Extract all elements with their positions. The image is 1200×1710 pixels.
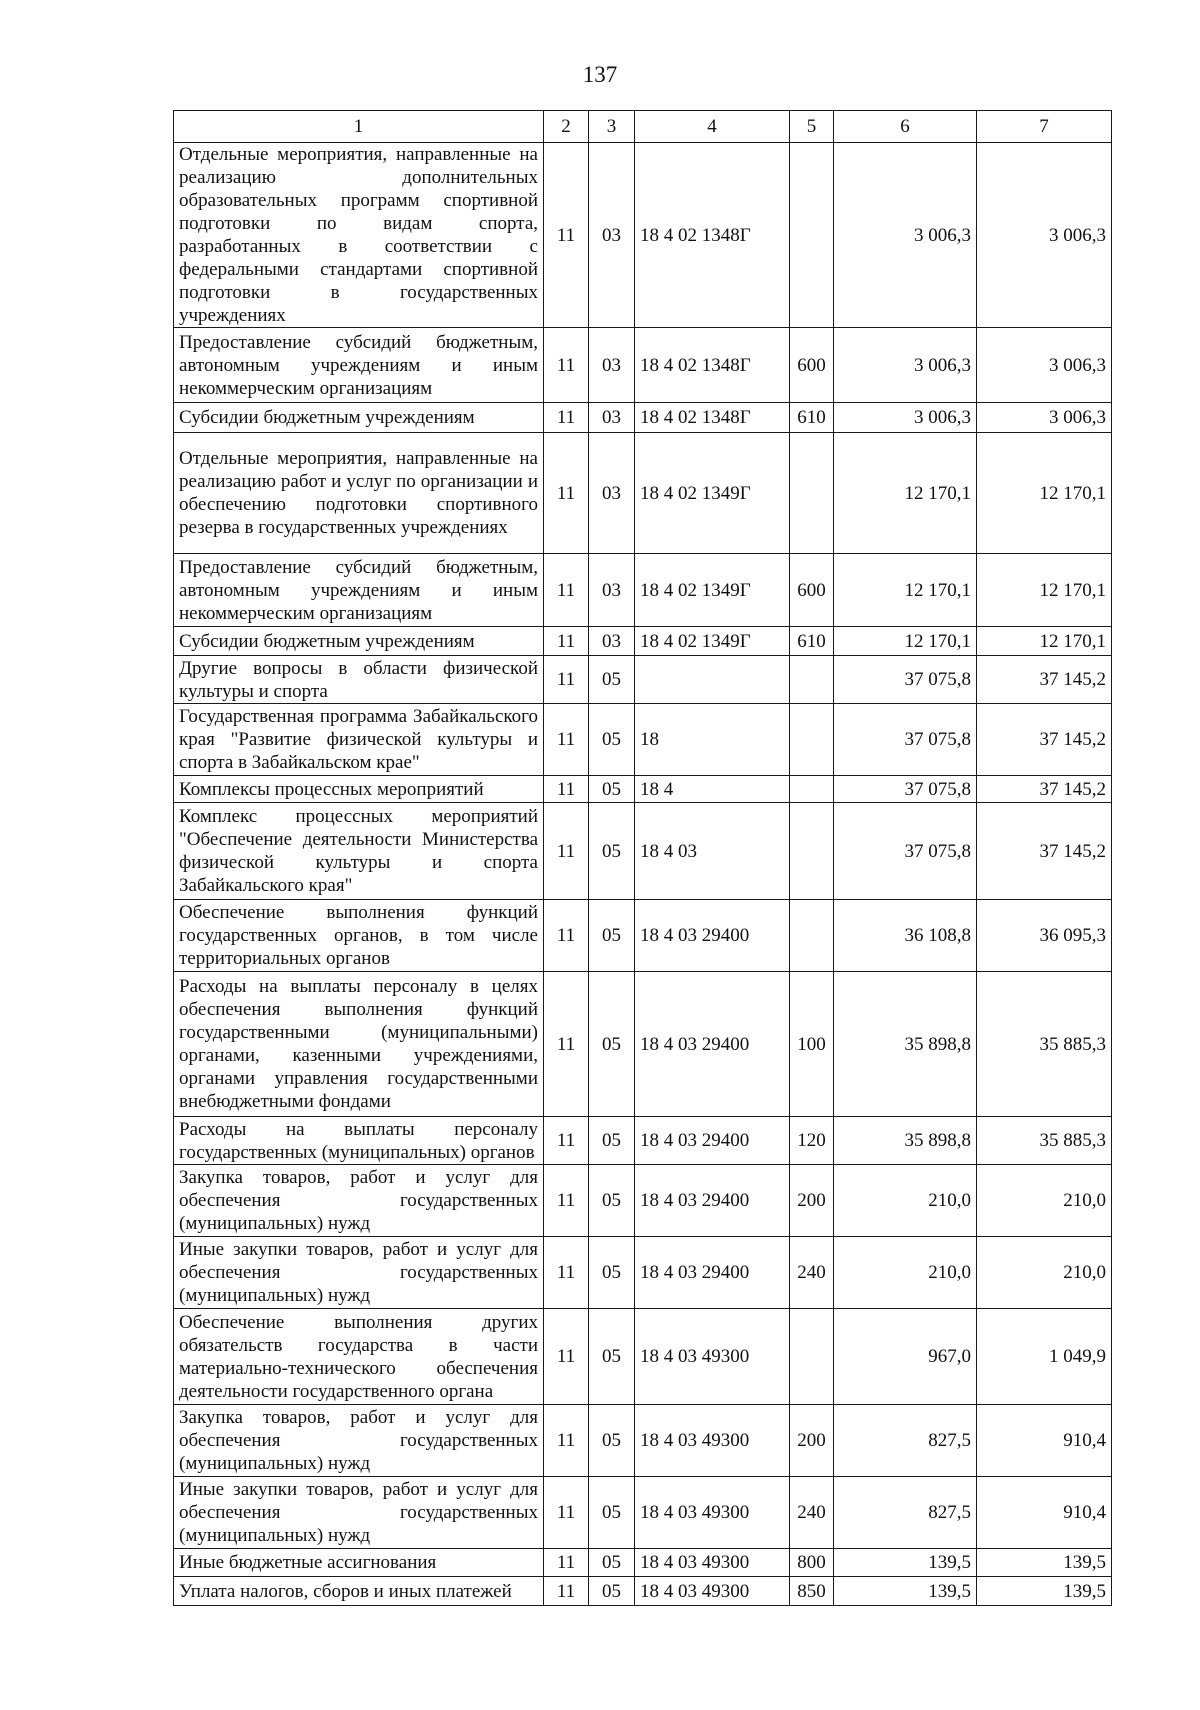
value-cell-2: 11 [544,803,589,900]
value-cell-4 [635,656,790,704]
value-cell-3: 05 [589,1237,635,1309]
value-cell-7: 910,4 [977,1477,1112,1549]
value-cell-7: 37 145,2 [977,803,1112,900]
value-cell-5 [790,776,834,803]
row-name-cell: Иные бюджетные ассигнования [174,1549,544,1577]
value-cell-5: 610 [790,627,834,656]
value-cell-4: 18 4 03 29400 [635,1237,790,1309]
value-cell-7: 3 006,3 [977,403,1112,433]
value-cell-2: 11 [544,972,589,1117]
value-cell-3: 05 [589,1309,635,1405]
row-name-cell: Субсидии бюджетным учреждениям [174,627,544,656]
value-cell-2: 11 [544,776,589,803]
column-header: 7 [977,111,1112,143]
value-cell-3: 05 [589,900,635,972]
value-cell-3: 03 [589,328,635,403]
row-name-cell: Другие вопросы в области физической культуры и спорта [174,656,544,704]
table-row [174,972,1112,1117]
value-cell-6: 35 898,8 [834,972,977,1117]
value-cell-2: 11 [544,1117,589,1165]
value-cell-6: 210,0 [834,1237,977,1309]
value-cell-3: 05 [589,1477,635,1549]
row-name-cell: Предоставление субсидий бюджетным, автономным учреждениям и иным некоммерческим организациям [174,554,544,627]
value-cell-7: 139,5 [977,1577,1112,1606]
row-name-cell: Государственная программа Забайкальского края "Развитие физической культуры и спорта в Забайкальском крае" [174,704,544,776]
table-row [174,328,1112,403]
value-cell-7: 3 006,3 [977,328,1112,403]
value-cell-2: 11 [544,1237,589,1309]
value-cell-6: 12 170,1 [834,554,977,627]
value-cell-7: 37 145,2 [977,776,1112,803]
value-cell-4: 18 4 02 1348Г [635,403,790,433]
value-cell-7: 1 049,9 [977,1309,1112,1405]
value-cell-2: 11 [544,1165,589,1237]
row-name-cell: Комплекс процессных мероприятий "Обеспечение деятельности Министерства физической культуры и спорта Забайкальского края" [174,803,544,900]
value-cell-4: 18 4 03 49300 [635,1477,790,1549]
value-cell-5: 200 [790,1165,834,1237]
value-cell-3: 03 [589,627,635,656]
table-row [174,403,1112,433]
value-cell-6: 827,5 [834,1477,977,1549]
value-cell-3: 05 [589,1549,635,1577]
row-name-cell: Обеспечение выполнения других обязательств государства в части материально-технического обеспечения деятельности государственного органа [174,1309,544,1405]
value-cell-4: 18 4 03 49300 [635,1405,790,1477]
table-row [174,1237,1112,1309]
value-cell-5: 100 [790,972,834,1117]
value-cell-6: 37 075,8 [834,704,977,776]
row-name-cell: Комплексы процессных мероприятий [174,776,544,803]
value-cell-2: 11 [544,1477,589,1549]
row-name-cell: Субсидии бюджетным учреждениям [174,403,544,433]
value-cell-6: 37 075,8 [834,776,977,803]
column-header: 2 [544,111,589,143]
value-cell-4: 18 4 [635,776,790,803]
table-row [174,627,1112,656]
value-cell-7: 12 170,1 [977,554,1112,627]
value-cell-5: 610 [790,403,834,433]
value-cell-5 [790,704,834,776]
value-cell-5 [790,803,834,900]
value-cell-6: 139,5 [834,1549,977,1577]
value-cell-5: 240 [790,1237,834,1309]
column-numbers-row [174,111,1112,143]
value-cell-6: 12 170,1 [834,627,977,656]
table-body [174,143,1112,1606]
table-row [174,1477,1112,1549]
row-name-cell: Отдельные мероприятия, направленные на реализацию работ и услуг по организации и обеспечению подготовки спортивного резерва в государственных учреждениях [174,433,544,554]
row-name-cell: Предоставление субсидий бюджетным, автономным учреждениям и иным некоммерческим организациям [174,328,544,403]
value-cell-4: 18 4 02 1349Г [635,627,790,656]
row-name-cell: Расходы на выплаты персоналу в целях обеспечения выполнения функций государственными (муниципальными) органами, казенными учреждениями, органами управления государственными внебюджетными фондами [174,972,544,1117]
value-cell-7: 36 095,3 [977,900,1112,972]
value-cell-5 [790,433,834,554]
row-name-cell: Закупка товаров, работ и услуг для обеспечения государственных (муниципальных) нужд [174,1165,544,1237]
table-row [174,1549,1112,1577]
value-cell-5: 200 [790,1405,834,1477]
table-row [174,803,1112,900]
value-cell-3: 05 [589,1577,635,1606]
row-name-cell: Расходы на выплаты персоналу государственных (муниципальных) органов [174,1117,544,1165]
value-cell-2: 11 [544,403,589,433]
value-cell-6: 139,5 [834,1577,977,1606]
value-cell-4: 18 4 03 29400 [635,972,790,1117]
column-header: 3 [589,111,635,143]
value-cell-6: 37 075,8 [834,803,977,900]
value-cell-5: 600 [790,554,834,627]
value-cell-5: 240 [790,1477,834,1549]
value-cell-7: 12 170,1 [977,433,1112,554]
value-cell-5: 800 [790,1549,834,1577]
value-cell-6: 35 898,8 [834,1117,977,1165]
table-row [174,1577,1112,1606]
value-cell-5: 600 [790,328,834,403]
row-name-cell: Иные закупки товаров, работ и услуг для обеспечения государственных (муниципальных) нужд [174,1237,544,1309]
value-cell-2: 11 [544,627,589,656]
table-row [174,704,1112,776]
table-row [174,1309,1112,1405]
value-cell-3: 03 [589,433,635,554]
row-name-cell: Иные закупки товаров, работ и услуг для обеспечения государственных (муниципальных) нужд [174,1477,544,1549]
table-row [174,554,1112,627]
value-cell-2: 11 [544,1405,589,1477]
value-cell-2: 11 [544,900,589,972]
value-cell-2: 11 [544,1577,589,1606]
value-cell-4: 18 4 02 1348Г [635,143,790,328]
budget-table [173,110,1112,1606]
column-header: 1 [174,111,544,143]
table-row [174,1405,1112,1477]
value-cell-6: 12 170,1 [834,433,977,554]
value-cell-3: 05 [589,704,635,776]
value-cell-4: 18 4 03 [635,803,790,900]
value-cell-3: 05 [589,1117,635,1165]
value-cell-7: 910,4 [977,1405,1112,1477]
value-cell-4: 18 4 03 29400 [635,1165,790,1237]
value-cell-4: 18 4 03 49300 [635,1577,790,1606]
value-cell-7: 35 885,3 [977,972,1112,1117]
value-cell-2: 11 [544,704,589,776]
value-cell-3: 05 [589,656,635,704]
value-cell-6: 967,0 [834,1309,977,1405]
value-cell-7: 3 006,3 [977,143,1112,328]
value-cell-5 [790,143,834,328]
table-row [174,1165,1112,1237]
value-cell-6: 827,5 [834,1405,977,1477]
table-row [174,433,1112,554]
value-cell-7: 37 145,2 [977,656,1112,704]
column-header: 5 [790,111,834,143]
table-row [174,656,1112,704]
table-row [174,776,1112,803]
row-name-cell: Отдельные мероприятия, направленные на реализацию дополнительных образовательных программ спортивной подготовки по видам спорта, разработанных в соответствии с федеральными стандартами спортивной подготовки в государственных учреждениях [174,143,544,328]
table-row [174,1117,1112,1165]
row-name-cell: Закупка товаров, работ и услуг для обеспечения государственных (муниципальных) нужд [174,1405,544,1477]
value-cell-5: 850 [790,1577,834,1606]
value-cell-7: 12 170,1 [977,627,1112,656]
column-header: 4 [635,111,790,143]
value-cell-2: 11 [544,1549,589,1577]
value-cell-6: 3 006,3 [834,328,977,403]
value-cell-7: 210,0 [977,1165,1112,1237]
value-cell-7: 210,0 [977,1237,1112,1309]
value-cell-3: 05 [589,776,635,803]
value-cell-3: 03 [589,554,635,627]
table-row [174,900,1112,972]
value-cell-3: 03 [589,403,635,433]
value-cell-6: 37 075,8 [834,656,977,704]
row-name-cell: Уплата налогов, сборов и иных платежей [174,1577,544,1606]
value-cell-3: 05 [589,1165,635,1237]
value-cell-5 [790,900,834,972]
value-cell-7: 37 145,2 [977,704,1112,776]
value-cell-4: 18 [635,704,790,776]
value-cell-7: 139,5 [977,1549,1112,1577]
value-cell-5 [790,1309,834,1405]
value-cell-2: 11 [544,554,589,627]
value-cell-2: 11 [544,1309,589,1405]
value-cell-4: 18 4 02 1349Г [635,433,790,554]
value-cell-2: 11 [544,328,589,403]
value-cell-4: 18 4 03 29400 [635,900,790,972]
value-cell-2: 11 [544,143,589,328]
value-cell-5 [790,656,834,704]
value-cell-3: 05 [589,972,635,1117]
value-cell-4: 18 4 03 49300 [635,1309,790,1405]
value-cell-4: 18 4 02 1348Г [635,328,790,403]
value-cell-4: 18 4 03 49300 [635,1549,790,1577]
value-cell-7: 35 885,3 [977,1117,1112,1165]
value-cell-3: 05 [589,803,635,900]
value-cell-2: 11 [544,433,589,554]
value-cell-4: 18 4 03 29400 [635,1117,790,1165]
value-cell-3: 03 [589,143,635,328]
value-cell-6: 210,0 [834,1165,977,1237]
row-name-cell: Обеспечение выполнения функций государственных органов, в том числе территориальных органов [174,900,544,972]
value-cell-6: 3 006,3 [834,143,977,328]
page-number: 137 [582,62,618,87]
value-cell-5: 120 [790,1117,834,1165]
table-row [174,143,1112,328]
column-header: 6 [834,111,977,143]
value-cell-4: 18 4 02 1349Г [635,554,790,627]
value-cell-3: 05 [589,1405,635,1477]
value-cell-6: 36 108,8 [834,900,977,972]
value-cell-2: 11 [544,656,589,704]
value-cell-6: 3 006,3 [834,403,977,433]
